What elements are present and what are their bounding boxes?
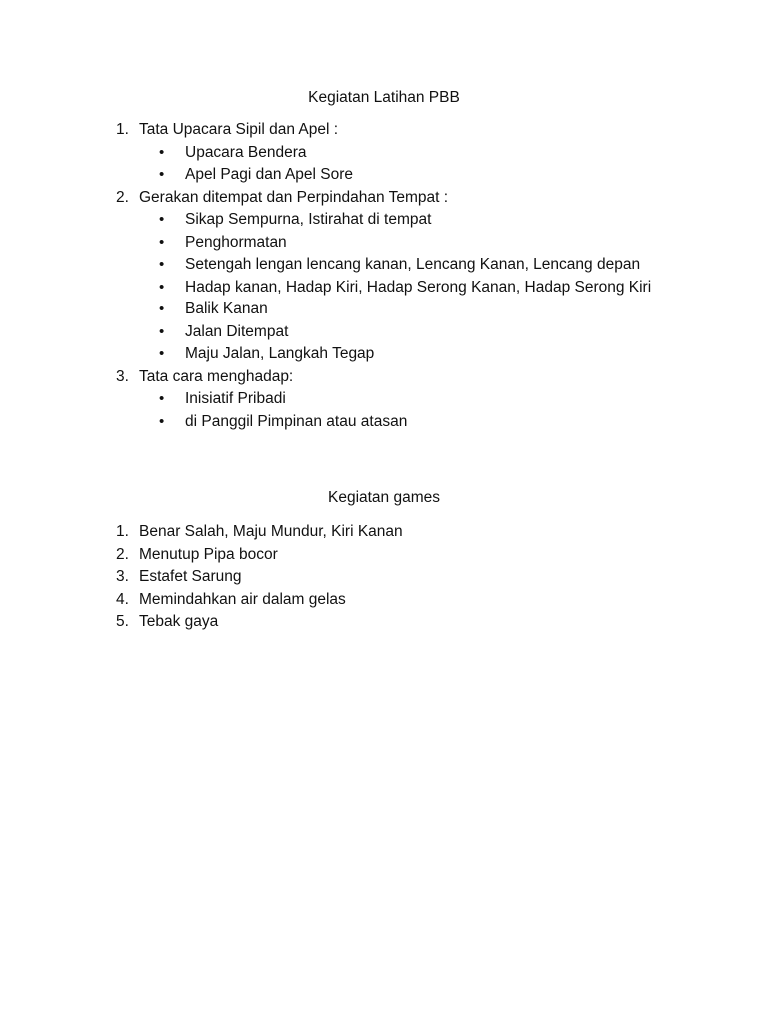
bullet-icon: • [159, 143, 165, 161]
bullet-icon: • [159, 322, 165, 340]
sub-list-item [139, 254, 676, 277]
list-number: 1. [116, 121, 129, 138]
games-list [116, 521, 676, 634]
sub-list [139, 142, 676, 187]
list-item [116, 611, 676, 634]
list-item-text: Benar Salah, Maju Mundur, Kiri Kanan [139, 523, 403, 540]
sub-item-text: Hadap kanan, Hadap Kiri, Hadap Serong Kanan, Hadap Serong Kiri [185, 278, 652, 296]
sub-item-text: Maju Jalan, Langkah Tegap [185, 345, 375, 362]
sub-item-text: Inisiatif Pribadi [185, 390, 286, 407]
sub-list-item [139, 209, 676, 232]
sub-item-text: Penghormatan [185, 233, 287, 251]
list-item [116, 366, 676, 434]
bullet-icon: • [159, 345, 165, 362]
list-item [116, 589, 676, 612]
sub-list-item [139, 343, 676, 366]
sub-item-text: Balik Kanan [185, 300, 268, 317]
sub-item-text: Apel Pagi dan Apel Sore [185, 166, 354, 183]
bullet-icon: • [159, 256, 165, 273]
bullet-icon: • [159, 412, 165, 430]
sub-item-text: di Panggil Pimpinan atau atasan [185, 412, 408, 430]
sub-item-text: Upacara Bendera [185, 143, 307, 161]
list-number: 4. [116, 590, 129, 608]
list-number: 2. [116, 188, 129, 206]
bullet-icon: • [159, 211, 165, 228]
sub-list-item [139, 388, 676, 411]
bullet-icon: • [159, 390, 165, 407]
list-item [116, 544, 676, 567]
list-item-text: Gerakan ditempat dan Perpindahan Tempat : [139, 188, 449, 206]
bullet-icon: • [159, 278, 165, 296]
list-item-text: Tebak gaya [139, 613, 219, 630]
sub-list-item [139, 142, 676, 165]
sub-item-text: Setengah lengan lencang kanan, Lencang Kanan, Lencang depan [185, 256, 641, 273]
bullet-icon: • [159, 233, 165, 251]
list-item [116, 566, 676, 589]
list-item-text: Memindahkan air dalam gelas [139, 590, 346, 608]
pbb-list [116, 119, 676, 433]
sub-item-text: Jalan Ditempat [185, 322, 289, 340]
section-title-latihan-pbb: Kegiatan Latihan PBB [308, 89, 460, 106]
list-item-text: Tata Upacara Sipil dan Apel : [139, 121, 339, 138]
sub-list-item [139, 298, 676, 321]
list-item [116, 119, 676, 187]
list-number: 3. [116, 568, 129, 585]
list-item-text: Tata cara menghadap: [139, 367, 294, 385]
list-number: 3. [116, 367, 129, 385]
sub-list-item [139, 321, 676, 344]
list-number: 1. [116, 523, 129, 540]
sub-list [139, 209, 676, 366]
sub-list-item [139, 277, 676, 299]
bullet-icon: • [159, 300, 165, 317]
sub-list-item [139, 232, 676, 255]
section-title-games: Kegiatan games [327, 489, 441, 506]
sub-list-item [139, 164, 676, 187]
bullet-icon: • [159, 166, 165, 183]
sub-list-item [139, 411, 676, 434]
list-number: 2. [116, 545, 129, 563]
list-number: 5. [116, 613, 129, 630]
list-item-text: Estafet Sarung [139, 568, 242, 585]
sub-item-text: Sikap Sempurna, Istirahat di tempat [185, 211, 432, 228]
list-item [116, 521, 676, 544]
sub-list [139, 388, 676, 433]
list-item [116, 187, 676, 366]
list-item-text: Menutup Pipa bocor [139, 545, 278, 563]
